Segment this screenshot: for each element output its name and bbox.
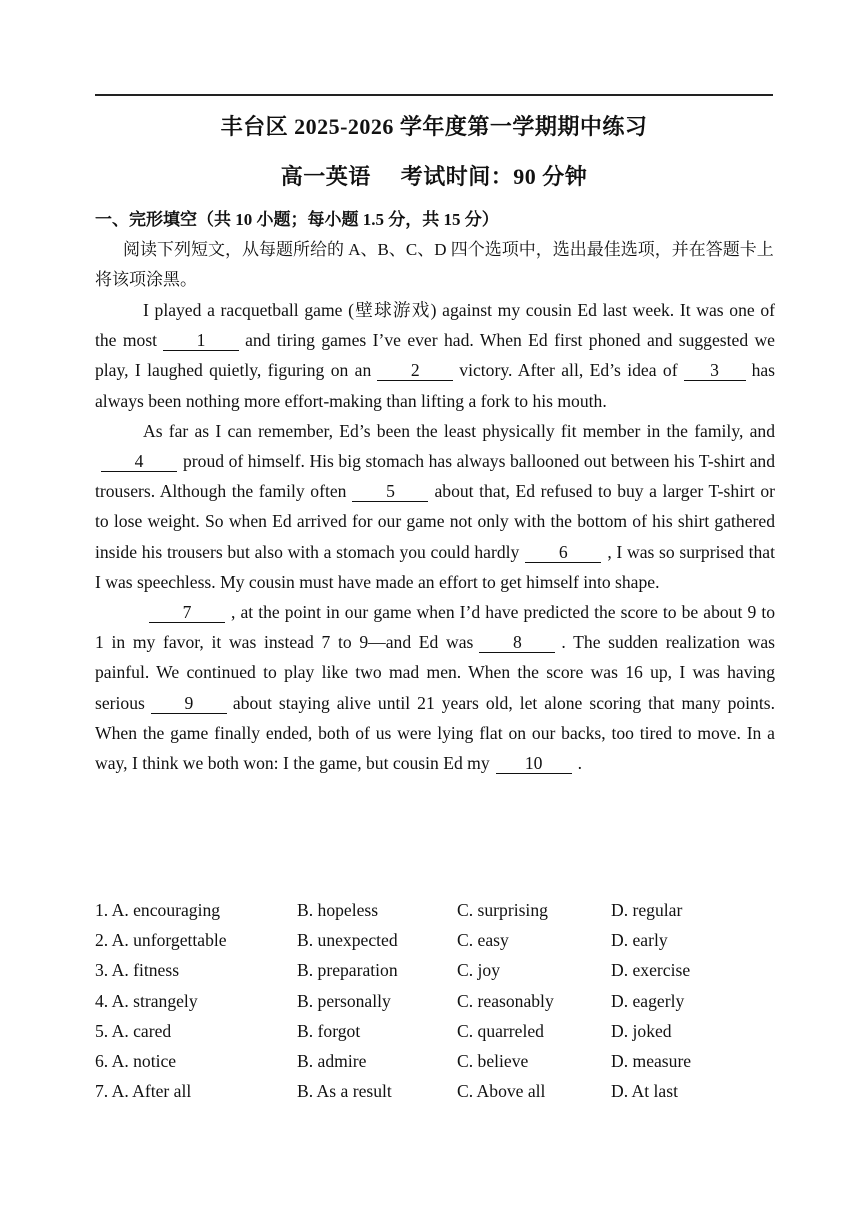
passage-text: about staying alive until 21 years old, let alone scoring that many points. When the game finally ended, both of us were lying flat on our backs, too tired to move. In a way, I think we both won: I the game, but cousin Ed my <box>95 692 775 774</box>
option-c: C. believe <box>457 1050 529 1071</box>
option-c: C. joy <box>457 960 501 981</box>
option-c: C. reasonably <box>457 990 554 1011</box>
option-d: D. joked <box>611 1020 672 1041</box>
option-b: B. forgot <box>297 1020 361 1041</box>
option-d: D. At last <box>611 1081 678 1102</box>
option-a: 3. A. fitness <box>95 960 180 981</box>
blank-1: 1 <box>163 331 239 351</box>
option-row-7 <box>95 1081 795 1111</box>
passage-paragraph-3 <box>95 597 775 778</box>
option-d: D. exercise <box>611 960 691 981</box>
option-b: B. preparation <box>297 960 398 981</box>
passage-text: . <box>577 753 583 774</box>
passage-text: and tiring games I’ve ever had. When Ed first phoned and suggested we play, I laughed quietly, figuring on an <box>95 330 775 381</box>
blank-8: 8 <box>479 633 555 653</box>
option-c: C. easy <box>457 930 509 951</box>
option-a: 7. A. After all <box>95 1081 192 1102</box>
passage-text: , at the point in our game when I’d have predicted the score to be about 9 to 1 in my favor, it was instead 7 to 9—and Ed was <box>95 602 775 653</box>
blank-4: 4 <box>101 452 177 472</box>
passage-text: , I was so surprised that I was speechless. My cousin must have made an effort to get himself into shape. <box>95 541 775 592</box>
blank-3: 3 <box>684 361 746 381</box>
option-row-5 <box>95 1021 795 1051</box>
exam-time: 考试时间：90 分钟 <box>400 164 588 189</box>
option-b: B. unexpected <box>297 930 398 951</box>
blank-7: 7 <box>149 603 225 623</box>
blank-6: 6 <box>525 543 601 563</box>
option-a: 2. A. unforgettable <box>95 930 227 951</box>
option-a: 5. A. cared <box>95 1020 172 1041</box>
answer-options <box>95 900 795 1111</box>
exam-subtitle <box>0 160 868 191</box>
option-c: C. quarreled <box>457 1020 544 1041</box>
subject-label: 高一英语 <box>280 164 371 189</box>
passage-text: has always been nothing more effort-making than lifting a fork to his mouth. <box>95 360 776 411</box>
section-heading: 一、完形填空（共 10 小题；每小题 1.5 分，共 15 分） <box>95 210 499 229</box>
passage-text: As far as I can remember, Ed’s been the least physically fit member in the family, and <box>143 420 775 441</box>
top-rule <box>95 94 773 96</box>
option-b: B. As a result <box>297 1081 392 1102</box>
option-d: D. eagerly <box>611 990 685 1011</box>
option-row-1 <box>95 900 795 930</box>
option-a: 1. A. encouraging <box>95 900 221 920</box>
passage-text: victory. After all, Ed’s idea of <box>459 360 678 381</box>
option-row-6 <box>95 1051 795 1081</box>
option-row-2 <box>95 930 795 960</box>
exam-title: 丰台区 2025-2026 学年度第一学期期中练习 <box>220 114 648 139</box>
passage-text: . The sudden realization was painful. We continued to play like two mad men. When the score was 16 up, I was having serious <box>95 632 775 713</box>
passage-paragraph-1 <box>95 295 775 416</box>
option-c: C. Above all <box>457 1081 546 1102</box>
section-instructions: 阅读下列短文，从每题所给的 A、B、C、D 四个选项中，选出最佳选项，并在答题卡上将该项涂黑。 <box>95 240 774 289</box>
blank-10: 10 <box>496 754 572 774</box>
option-row-4 <box>95 991 795 1021</box>
option-row-3 <box>95 960 795 990</box>
blank-5: 5 <box>352 482 428 502</box>
option-d: D. early <box>611 930 668 951</box>
passage-text: I played a racquetball game (壁球游戏) against my cousin Ed last week. It was one of the most <box>95 300 775 351</box>
option-b: B. hopeless <box>297 900 379 920</box>
option-a: 6. A. notice <box>95 1050 177 1071</box>
option-b: B. admire <box>297 1050 367 1071</box>
option-c: C. surprising <box>457 900 548 920</box>
option-d: D. measure <box>611 1050 692 1071</box>
blank-9: 9 <box>151 694 227 714</box>
passage-paragraph-2 <box>95 416 775 597</box>
option-a: 4. A. strangely <box>95 990 198 1011</box>
passage-text: proud of himself. His big stomach has always ballooned out between his T-shirt and trousers. Although the family often <box>95 451 775 502</box>
passage-text: about that, Ed refused to buy a larger T-shirt or to lose weight. So when Ed arrived for our game not only with the bottom of his shirt gathered inside his trousers but also with a stomach you could hardly <box>95 481 776 562</box>
cloze-passage <box>95 295 775 778</box>
option-b: B. personally <box>297 990 391 1011</box>
option-d: D. regular <box>611 900 683 920</box>
blank-2: 2 <box>377 361 453 381</box>
